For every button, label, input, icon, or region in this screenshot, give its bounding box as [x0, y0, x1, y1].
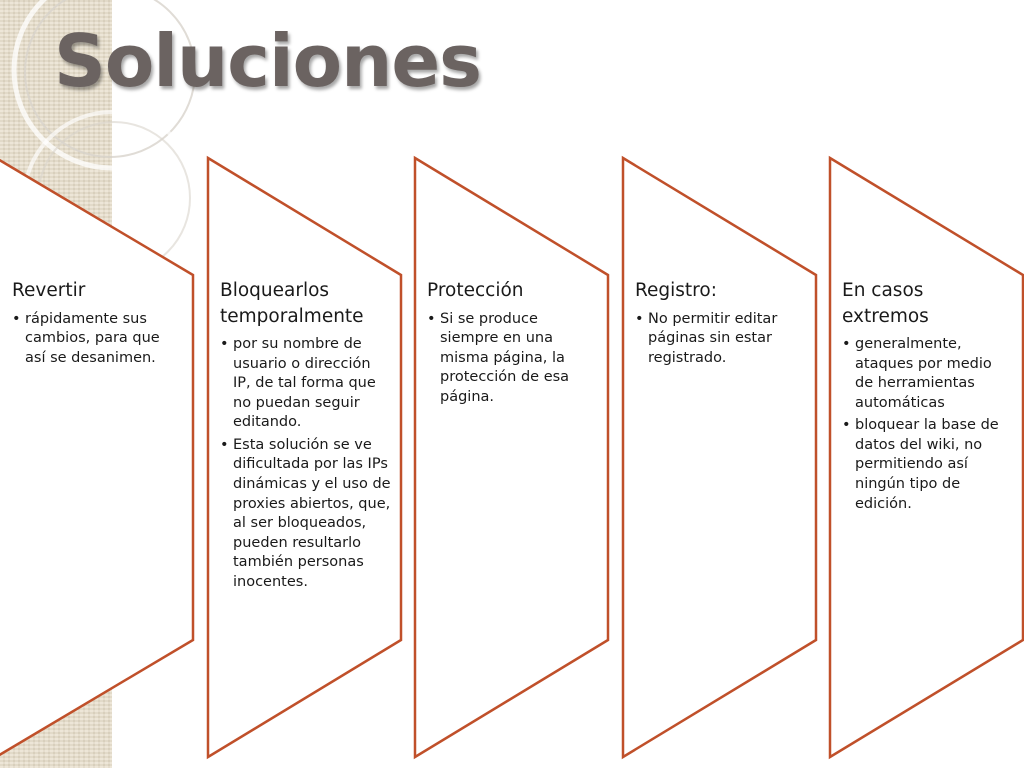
- step-1-content: [12, 278, 184, 371]
- step-2-content: [220, 278, 392, 595]
- step-1-heading: Revertir: [12, 280, 86, 301]
- step-4-heading: Registro:: [635, 280, 717, 301]
- slide-title: Soluciones: [54, 19, 482, 103]
- step-5-bullet-1: • generalmente, ataques por medio de herramientas automáticas: [842, 335, 1014, 413]
- step-1-bullets: [12, 310, 184, 369]
- step-4-bullet-1: • No permitir editar páginas sin estar registrado.: [635, 310, 807, 369]
- step-3-bullets: [427, 310, 599, 408]
- step-5-heading: En casos extremos: [842, 280, 929, 327]
- step-3-bullet-1: • Si se produce siempre en una misma página, la protección de esa página.: [427, 310, 599, 408]
- step-3-heading: Protección: [427, 280, 524, 301]
- step-3-content: [427, 278, 599, 410]
- step-4-content: [635, 278, 807, 371]
- step-2-heading: Bloquearlos temporalmente: [220, 280, 364, 327]
- step-5-bullets: [842, 335, 1014, 514]
- step-4-bullets: [635, 310, 807, 369]
- step-5-content: [842, 278, 1014, 517]
- step-5-bullet-2: • bloquear la base de datos del wiki, no permitiendo así ningún tipo de edición.: [842, 416, 1014, 514]
- step-1-bullet-1: • rápidamente sus cambios, para que así se desanimen.: [12, 310, 184, 369]
- step-2-bullet-1: • por su nombre de usuario o dirección IP, de tal forma que no puedan seguir editando.: [220, 335, 392, 433]
- step-1-shape: [0, 158, 193, 757]
- step-4-shape: [623, 158, 816, 757]
- step-3-shape: [415, 158, 608, 757]
- step-2-bullet-2: • Esta solución se ve dificultada por las IPs dinámicas y el uso de proxies abiertos, que, al ser bloqueados, pueden resultarlo también personas inocentes.: [220, 436, 392, 593]
- step-2-bullets: [220, 335, 392, 592]
